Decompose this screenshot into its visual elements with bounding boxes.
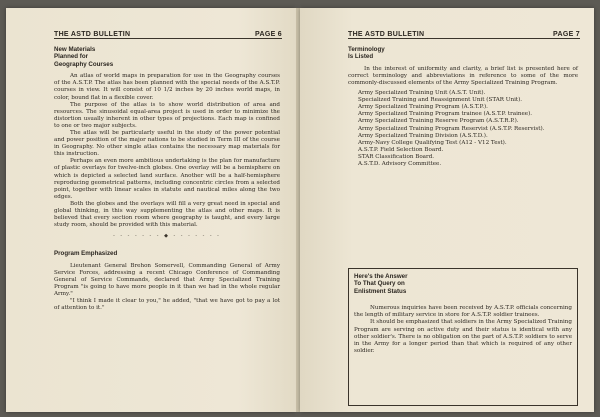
article-paragraph: "I think I made it clear to you," he added, "that we have got to pay a lot of attention to it." [54,298,280,312]
article-paragraph: It should be emphasized that soldiers in the Army Specialized Training Program are serving on active duty and their status is identical with any other soldier's. There is no obligation on the part of A.S.T.P. soldiers to serve in the Army for a longer period than that which is required of any other soldier. [354,319,572,354]
list-item: STAR Classification Board. [358,153,435,160]
article-paragraph: In the interest of uniformity and clarity, a brief list is presented here of correct terminology and abbreviations in reference to some of the more commonly-discussed elements of the Army Specialized Training Program. [348,65,578,86]
bulletin-title: THE ASTD BULLETIN [348,31,425,38]
article-paragraph: Both the globes and the overlays will fill a very great need in special and global thinking, in this way supplementing the atlas and other maps. It is believed that every section room where geography is taught, and every large study room, should be provided with this material. [54,200,280,229]
list-item: Army Specialized Training Program (A.S.T.P.). [358,104,488,111]
box-body [354,305,572,355]
list-item: A.S.T.D. Advisory Committee. [358,161,442,168]
article-paragraph: The atlas will be particularly useful in the study of the power potential and power position of the major nations to be studied in Term III of the course in Geography. No other single atlas contains the necessary map materials for this instruction. [54,129,280,158]
article-heading: Program Emphasized [54,250,118,258]
article-paragraph: Lieutenant General Brehon Somervell, Commanding General of Army Service Forces, addressing a recent Chicago Conference of Commanding General of Service Commands, declared that Army Specialized Training Program "is going to have more people in it than we had in the whole regular Army." [54,262,280,298]
right-page-header [348,26,580,39]
article-heading: New Materials Planned for Geography Courses [54,46,114,68]
terminology-list [348,90,578,168]
page-number: PAGE 6 [255,31,282,38]
left-column [54,46,280,312]
list-item: A.S.T.P. Field Selection Board. [358,146,444,153]
left-page-header [54,26,282,39]
list-item: Army Specialized Training Reserve Program (A.S.T.R.P.). [358,118,519,125]
list-item: Army Specialized Training Unit (A.S.T. Unit). [358,90,486,97]
enlistment-status-box [348,268,578,406]
article-paragraph: Perhaps an even more ambitious undertaking is the plan for manufacture of plastic overlays for twelve-inch globes. One overlay will be a hemisphere on which is depicted a selected land surface. Another will be a half-hemisphere reproducing geometrical patterns, including concentric circles from a selected point, together with linear scales in statute and nautical miles along the two edges. [54,158,280,200]
list-item: Army Specialized Training Program trainee (A.S.T.P. trainee). [358,111,533,118]
list-item: Specialized Training and Reassignment Unit (STAR Unit). [358,97,523,104]
bulletin-title: THE ASTD BULLETIN [54,31,131,38]
section-divider: - - - - - - - ◆ - - - - - - - [113,233,221,240]
article-paragraph: An atlas of world maps in preparation for use in the Geography courses of the A.S.T.P. The atlas has been planned with the special needs of the A.S.T.P. courses in view. It will consist of 10 1/2 inches by 20 inches world maps, in color, bound flat in a flexible cover. [54,73,280,101]
article-paragraph: Numerous inquiries have been received by A.S.T.P. officials concerning the length of military service in store for A.S.T.P. soldier trainees. [354,305,572,319]
article-paragraph: The purpose of the atlas is to show world distribution of area and resources. The sinusoidal equal-area project is used in order to minimize the distortion usually inherent in other types of projections. Each map is confined to one or two major subjects. [54,101,280,129]
list-item: Army-Navy College Qualifying Test (A12 - V12 Test). [358,139,507,146]
left-page [6,8,296,412]
right-page [300,8,594,412]
right-column [348,46,578,168]
article-heading: Terminology Is Listed [348,46,385,61]
list-item: Army Specialized Training Division (A.S.T.D.). [358,132,488,139]
box-heading: Here's the Answer To That Query on Enlistment Status [354,273,408,295]
page-number: PAGE 7 [553,31,580,38]
list-item: Army Specialized Training Program Reservist (A.S.T.P. Reservist). [358,125,545,132]
